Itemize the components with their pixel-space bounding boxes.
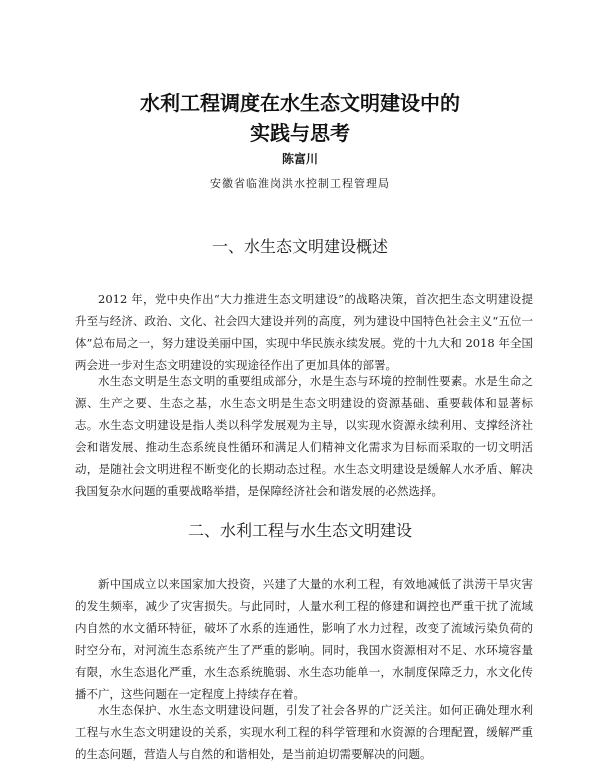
paper-title-line-1: 水利工程调度在水生态文明建设中的 [140, 91, 460, 115]
paper-title-line-2: 实践与思考 [250, 121, 350, 145]
paragraph: 新中国成立以来国家加大投资，兴建了大量的水利工程，有效地减低了洪涝干旱灾害的发生频率，减少了灾害损失。与此同时，人量水利工程的修建和调控也严重干扰了流域内自然的水文循环特征，破坏了水系的连通性，影响了水力过程，改变了流域污染负荷的时空分布，对河流生态系统产生了严重的影响。同时，我国水资源相对不足、水环境容量有限，水生态退化严重，水生态系统脆弱、水生态功能单一，水制度保障乏力，水文化传播不广，这些问题在一定程度上持续存在着。 [75, 577, 533, 701]
paragraph: 水生态文明是生态文明的重要组成部分，水是生态与环境的控制性要素。水是生命之源、生产之要、生态之基，水生态文明是生态文明建设的资源基础、重要载体和显著标志。水生态文明建设是指人类以科学发展观为主导，以实现水资源永续利用、支撑经济社会和谐发展、推动生态系统良性循环和满足人们精神文化需求为目标而采取的一切文明活动，是随社会文明进程不断变化的长期动态过程。水生态文明建设是缓解人水矛盾、解决我国复杂水问题的重要战略举措，是保障经济社会和谐发展的必然选择。 [75, 374, 533, 498]
author-name: 陈富川 [281, 152, 318, 166]
paragraph: 水生态保护、水生态文明建设问题，引发了社会各界的广泛关注。如何正确处理水利工程与水生态文明建设的关系，实现水利工程的科学管理和水资源的合理配置，缓解严重的生态问题，营造人与自然的和谐相处，是当前迫切需要解决的问题。 [75, 703, 533, 761]
author-affiliation: 安徽省临淮岗洪水控制工程管理局 [210, 177, 390, 190]
section-heading-2: 二、水利工程与水生态文明建设 [187, 521, 412, 540]
paragraph: 2012 年，党中央作出“大力推进生态文明建设”的战略决策，首次把生态文明建设提升至与经济、政治、文化、社会四大建设并列的高度，列为建设中国特色社会主义“五位一体”总布局之一，努力建设美丽中国，实现中华民族永续发展。党的十九大和 2018 年全国两会进一步对生态文明建设的实现途径作出了更加具体的部署。 [75, 292, 533, 372]
section-heading-1: 一、水生态文明建设概述 [211, 237, 388, 256]
